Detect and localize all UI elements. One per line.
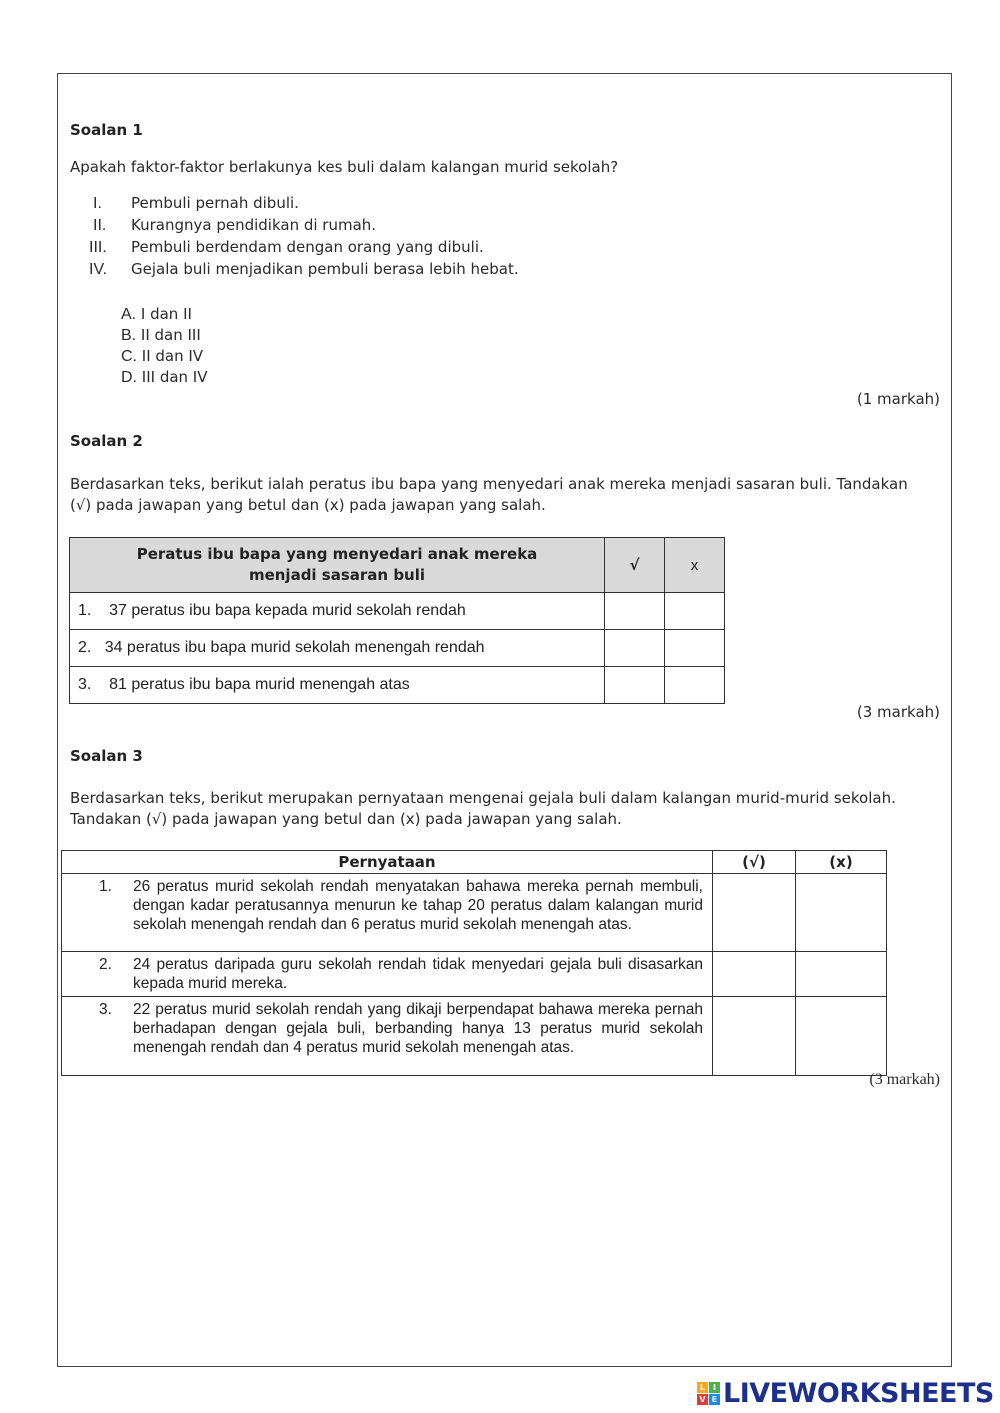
q1-statement-text: Pembuli berdendam dengan orang yang dibuli. <box>131 238 484 256</box>
q1-statement-num: II. <box>93 217 107 234</box>
option-letter: D. <box>121 369 137 386</box>
q2-answer-false-cell[interactable] <box>665 630 725 667</box>
row-text: 24 peratus daripada guru sekolah rendah tidak menyedari gejala buli disasarkan kepada murid mereka. <box>133 956 703 992</box>
row-text: 26 peratus murid sekolah rendah menyatakan bahawa mereka pernah membuli, dengan kadar peratusannya menurun ke tahap 20 peratus dalam kalangan murid sekolah menengah rendah dan 6 peratus murid sekolah menengah atas. <box>133 878 703 933</box>
table-row <box>70 593 725 630</box>
option-text: II dan III <box>140 326 201 344</box>
liveworksheets-logo[interactable] <box>697 1378 994 1409</box>
q3-row-statement <box>62 952 713 997</box>
q1-statement <box>93 216 376 235</box>
q1-option-d[interactable] <box>121 368 208 387</box>
q1-statement-num: I. <box>93 195 102 212</box>
q3-instruction: Berdasarkan teks, berikut merupakan pernyataan mengenai gejala buli dalam kalangan murid-murid sekolah. Tandakan (√) pada jawapan yang betul dan (x) pada jawapan yang salah. <box>70 789 896 828</box>
row-text: 37 peratus ibu bapa kepada murid sekolah rendah <box>109 602 466 619</box>
q1-question: Apakah faktor-faktor berlakunya kes buli dalam kalangan murid sekolah? <box>70 158 619 176</box>
row-num: 2. <box>99 956 112 973</box>
q3-heading: Soalan 3 <box>70 747 143 765</box>
q2-heading: Soalan 2 <box>70 432 143 450</box>
q2-marks: (3 markah) <box>856 703 940 721</box>
table-header-row <box>62 851 887 874</box>
q1-statement-text: Gejala buli menjadikan pembuli berasa lebih hebat. <box>131 260 519 278</box>
q1-statement-num: III. <box>89 239 107 256</box>
row-text: 34 peratus ibu bapa murid sekolah menengah rendah <box>104 639 485 656</box>
q2-header-true: √ <box>605 538 665 593</box>
q3-answer-false-cell[interactable] <box>796 874 887 952</box>
table-row <box>62 997 887 1076</box>
q3-header-true: (√) <box>713 851 796 874</box>
q2-answer-false-cell[interactable] <box>665 667 725 704</box>
logo-block: V <box>697 1394 708 1405</box>
q1-marks: (1 markah) <box>856 390 940 408</box>
q1-option-b[interactable] <box>121 326 201 345</box>
row-num: 1. <box>78 602 92 619</box>
option-text: III dan IV <box>141 368 208 386</box>
option-text: II dan IV <box>141 347 204 365</box>
option-letter: A. <box>121 306 137 323</box>
q3-row-statement <box>62 997 713 1076</box>
q2-header-false: x <box>665 538 725 593</box>
table-row <box>62 952 887 997</box>
q3-table <box>61 850 887 1076</box>
q1-statement <box>89 260 519 279</box>
q3-marks: (3 markah) <box>869 1071 940 1088</box>
q2-row-statement <box>70 593 605 630</box>
logo-blocks-icon <box>697 1382 720 1405</box>
q2-answer-true-cell[interactable] <box>605 630 665 667</box>
q2-table <box>69 537 725 704</box>
logo-block: I <box>709 1382 720 1393</box>
logo-text: LIVEWORKSHEETS <box>723 1378 994 1409</box>
q3-answer-false-cell[interactable] <box>796 997 887 1076</box>
row-text: 22 peratus murid sekolah rendah yang dikaji berpendapat bahawa mereka pernah berhadapan dengan gejala buli, berbanding hanya 13 peratus murid sekolah menengah rendah dan 4 peratus murid sekolah menengah atas. <box>133 1001 703 1056</box>
q2-row-statement <box>70 630 605 667</box>
q3-answer-true-cell[interactable] <box>713 952 796 997</box>
q2-answer-true-cell[interactable] <box>605 667 665 704</box>
table-header-row <box>70 538 725 593</box>
q1-statement-text: Kurangnya pendidikan di rumah. <box>131 216 377 234</box>
q1-statement-num: IV. <box>89 261 108 278</box>
logo-block: E <box>709 1394 720 1405</box>
q1-heading: Soalan 1 <box>70 121 143 139</box>
option-letter: B. <box>121 327 137 344</box>
table-row <box>70 667 725 704</box>
q2-answer-false-cell[interactable] <box>665 593 725 630</box>
option-letter: C. <box>121 348 137 365</box>
q2-instruction: Berdasarkan teks, berikut ialah peratus ibu bapa yang menyedari anak mereka menjadi sasaran buli. Tandakan (√) pada jawapan yang betul dan (x) pada jawapan yang salah. <box>70 475 908 514</box>
q1-statement-text: Pembuli pernah dibuli. <box>131 194 299 212</box>
q2-header-statement: Peratus ibu bapa yang menyedari anak mereka menjadi sasaran buli <box>70 538 605 593</box>
option-text: I dan II <box>140 305 192 323</box>
q3-answer-true-cell[interactable] <box>713 997 796 1076</box>
q3-row-statement <box>62 874 713 952</box>
row-num: 3. <box>99 1001 112 1018</box>
row-num: 2. <box>78 639 92 656</box>
q3-answer-false-cell[interactable] <box>796 952 887 997</box>
table-row <box>70 630 725 667</box>
logo-block: L <box>697 1382 708 1393</box>
q3-answer-true-cell[interactable] <box>713 874 796 952</box>
q3-header-statement: Pernyataan <box>62 851 713 874</box>
q2-answer-true-cell[interactable] <box>605 593 665 630</box>
q1-option-a[interactable] <box>121 305 192 324</box>
row-num: 3. <box>78 676 92 693</box>
q3-header-false: (x) <box>796 851 887 874</box>
q1-statement <box>93 194 299 213</box>
table-row <box>62 874 887 952</box>
q2-row-statement <box>70 667 605 704</box>
q1-statement <box>89 238 484 257</box>
row-text: 81 peratus ibu bapa murid menengah atas <box>109 676 410 693</box>
q1-option-c[interactable] <box>121 347 203 366</box>
row-num: 1. <box>99 878 112 895</box>
